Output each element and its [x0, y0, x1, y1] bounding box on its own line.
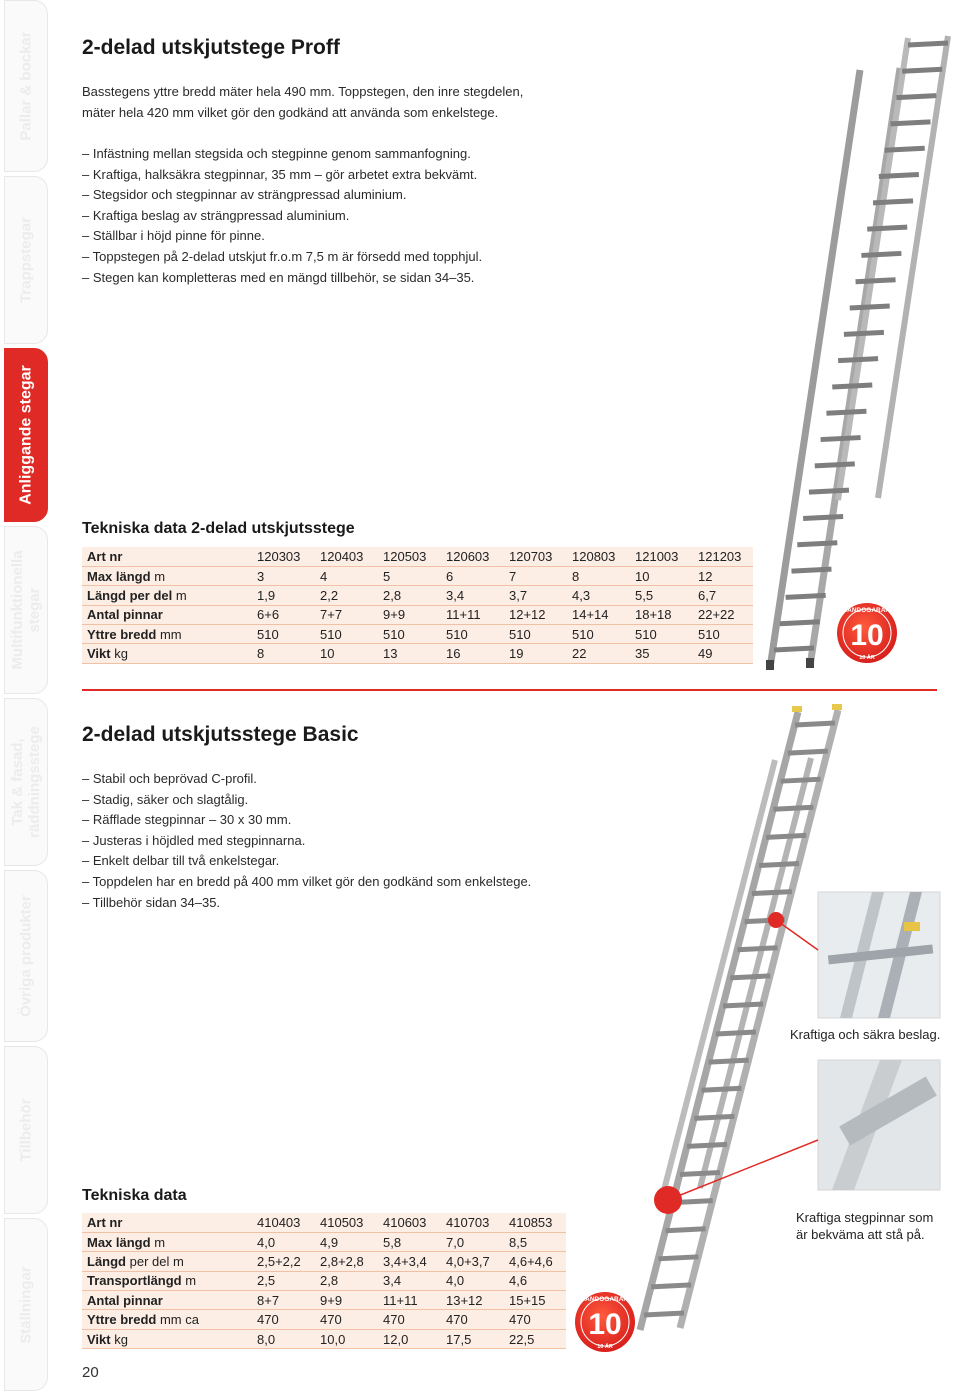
table-cell: 7 — [504, 566, 567, 585]
table-cell: 22,5 — [504, 1329, 566, 1348]
table-cell: 12+12 — [504, 605, 567, 624]
proff-table-title: Tekniska data 2-delad utskjutsstege — [82, 520, 355, 537]
list-item: – Ställbar i höjd pinne för pinne. — [82, 228, 265, 244]
list-item: – Toppstegen på 2-delad utskjut fr.o.m 7,5 m är försedd med topphjul. — [82, 248, 483, 264]
table-cell: 3,4 — [441, 586, 504, 605]
table-cell: 470 — [441, 1310, 504, 1329]
list-item: – Kraftiga, halksäkra stegpinnar, 35 mm – gör arbetet extra bekvämt. — [82, 166, 478, 182]
table-cell: 4,6 — [504, 1271, 566, 1290]
table-row — [82, 1252, 566, 1271]
ladder-rung — [896, 96, 936, 98]
row-label-unit: kg — [110, 1331, 128, 1347]
ladder-rung — [867, 227, 907, 229]
row-label — [82, 547, 252, 566]
ladder-rung — [786, 595, 826, 597]
table-cell: 3,4+3,4 — [378, 1252, 441, 1271]
table-row — [82, 644, 753, 663]
ladder-rung — [687, 1144, 727, 1146]
tab-label-line-1: Tak & fasad, — [9, 738, 26, 826]
table-cell: 5,5 — [630, 586, 693, 605]
ladder-rung — [730, 976, 770, 978]
proff-feature-list — [82, 144, 482, 288]
table-row — [82, 1271, 566, 1290]
row-label-name: Antal pinnar — [87, 1292, 163, 1308]
list-item: – Justeras i höjdled med stegpinnarna. — [82, 832, 306, 848]
ladder-rung — [797, 543, 837, 545]
row-label-unit: m — [150, 568, 166, 584]
table-cell: 4 — [315, 566, 378, 585]
table-cell: 7,0 — [441, 1232, 504, 1251]
table-cell: 3,4 — [378, 1271, 441, 1290]
table-cell: 121003 — [630, 547, 693, 566]
row-label — [82, 1232, 252, 1251]
ladder-rung — [780, 622, 820, 624]
ladder-rung — [680, 1173, 720, 1175]
ladder-rung — [815, 464, 855, 466]
table-cell: 470 — [315, 1310, 378, 1329]
row-label-name: Yttre bredd — [87, 1312, 157, 1328]
table-cell: 120703 — [504, 547, 567, 566]
ladder-rung — [838, 359, 878, 361]
table-cell: 510 — [441, 625, 504, 644]
row-label-unit: m — [181, 1273, 197, 1289]
page-number: 20 — [82, 1364, 99, 1381]
detail-photo-brackets — [768, 892, 940, 1018]
table-cell: 4,3 — [567, 586, 630, 605]
caption-rungs-line-2: är bekväma att stå på. — [796, 1227, 925, 1242]
table-cell: 3,7 — [504, 586, 567, 605]
table-cell: 9+9 — [315, 1291, 378, 1310]
ladder-rung — [873, 201, 913, 203]
ladder-rung — [856, 280, 896, 282]
table-cell: 13+12 — [441, 1291, 504, 1310]
callout-marker-icon — [768, 912, 784, 928]
ladder-rung — [809, 490, 849, 492]
row-label-unit: m — [150, 1234, 166, 1250]
table-row — [82, 566, 753, 585]
ladder-rung — [716, 1032, 756, 1034]
table-cell: 18+18 — [630, 605, 693, 624]
row-label-name: Yttre bredd — [87, 626, 157, 642]
row-label — [82, 1271, 252, 1290]
table-cell: 4,0+3,7 — [441, 1252, 504, 1271]
row-label-name: Vikt — [87, 646, 111, 662]
table-row — [82, 1213, 566, 1232]
tab-label-line-1: Multifunktionella — [9, 550, 26, 670]
table-cell: 120403 — [315, 547, 378, 566]
table-row — [82, 1310, 566, 1329]
table-cell: 2,5+2,2 — [252, 1252, 315, 1271]
row-label — [82, 1291, 252, 1310]
callout-marker-icon — [654, 1186, 682, 1214]
table-cell: 510 — [693, 625, 753, 644]
table-cell: 22 — [567, 644, 630, 663]
table-cell: 12 — [693, 566, 753, 585]
table-cell: 35 — [630, 644, 693, 663]
table-cell: 1,9 — [252, 586, 315, 605]
table-cell: 510 — [630, 625, 693, 644]
ladder-rung — [774, 648, 814, 650]
ladder-rung — [766, 835, 806, 837]
table-cell: 16 — [441, 644, 504, 663]
table-cell: 8 — [252, 644, 315, 663]
detail-photo-rungs — [654, 1060, 940, 1214]
table-cell: 13 — [378, 644, 441, 663]
ladder-rung — [759, 863, 799, 865]
table-cell: 5,8 — [378, 1232, 441, 1251]
tab-label: Pallar & bockar — [17, 31, 35, 141]
row-label — [82, 605, 252, 624]
list-item: – Enkelt delbar till två enkelstegar. — [82, 853, 280, 869]
list-item: – Räfflade stegpinnar – 30 x 30 mm. — [82, 812, 292, 828]
table-cell: 4,9 — [315, 1232, 378, 1251]
ladder-rung — [879, 175, 919, 177]
tab-label: Övriga produkter — [17, 895, 35, 1017]
table-row — [82, 605, 753, 624]
ladder-rung — [902, 69, 942, 71]
table-row — [82, 1329, 566, 1348]
table-cell: 17,5 — [441, 1329, 504, 1348]
row-label — [82, 644, 252, 663]
ladder-rung — [832, 385, 872, 387]
table-cell: 470 — [252, 1310, 315, 1329]
table-cell: 3 — [252, 566, 315, 585]
badge-years-label: 10 ÅR — [859, 655, 875, 661]
row-label — [82, 625, 252, 644]
tab-label-line-2: räddningsstege — [26, 726, 43, 838]
table-cell: 10 — [630, 566, 693, 585]
proff-intro-line-2: mäter hela 420 mm vilket gör den godkänd att använda som enkelstege. — [82, 104, 499, 120]
row-label-unit: per del m — [126, 1253, 184, 1269]
table-row — [82, 1232, 566, 1251]
row-label-name: Max längd — [87, 568, 151, 584]
row-label-name: Vikt — [87, 1331, 111, 1347]
table-cell: 4,0 — [441, 1271, 504, 1290]
row-label-unit: kg — [110, 646, 128, 662]
ladder-rung — [908, 43, 948, 45]
table-cell: 6,7 — [693, 586, 753, 605]
section-divider — [82, 689, 937, 691]
tab-label: Trappstegar — [17, 217, 35, 303]
row-label-name: Antal pinnar — [87, 607, 163, 623]
ladder-rung — [781, 779, 821, 781]
table-cell: 2,8 — [315, 1271, 378, 1290]
tab-label-line-2: stegar — [26, 587, 43, 633]
row-label-unit: mm — [156, 626, 182, 642]
ladder-rung — [694, 1116, 734, 1118]
row-label-name: Max längd — [87, 1234, 151, 1250]
caption-brackets: Kraftiga och säkra beslag. — [790, 1027, 941, 1042]
table-cell: 5 — [378, 566, 441, 585]
table-cell: 121203 — [693, 547, 753, 566]
ladder-rung — [788, 751, 828, 753]
ladder-rung — [803, 516, 843, 518]
ladder-rung — [737, 948, 777, 950]
list-item: – Infästning mellan stegsida och stegpinne genom sammanfogning. — [82, 146, 471, 161]
table-cell: 49 — [693, 644, 753, 663]
table-cell: 22+22 — [693, 605, 753, 624]
ladder-rung — [795, 723, 835, 725]
proff-ladder-image — [766, 36, 948, 670]
table-cell: 8,0 — [252, 1329, 315, 1348]
row-label — [82, 586, 252, 605]
row-label-unit: mm ca — [156, 1312, 199, 1328]
row-label — [82, 1329, 252, 1348]
list-item: – Tillbehör sidan 34–35. — [82, 894, 221, 910]
row-label-unit: m — [172, 587, 187, 603]
table-cell: 7+7 — [315, 605, 378, 624]
ladder-rung — [651, 1285, 691, 1287]
ladder-rung — [791, 569, 831, 571]
table-cell: 510 — [504, 625, 567, 644]
ladder-rung — [773, 807, 813, 809]
proff-intro-line-1: Basstegens yttre bredd mäter hela 490 mm. Toppstegen, den inre stegdelen, — [82, 84, 524, 99]
table-cell: 6 — [441, 566, 504, 585]
list-item: – Kraftiga beslag av strängpressad aluminium. — [82, 207, 350, 223]
table-cell: 410503 — [315, 1213, 378, 1232]
caption-rungs — [796, 1209, 933, 1243]
row-label — [82, 1213, 252, 1232]
tab-label: Tillbehör — [17, 1098, 35, 1162]
table-cell: 4,6+4,6 — [504, 1252, 566, 1271]
table-cell: 510 — [378, 625, 441, 644]
table-cell: 8+7 — [252, 1291, 315, 1310]
table-cell: 14+14 — [567, 605, 630, 624]
list-item: – Stabil och beprövad C-profil. — [82, 771, 257, 786]
ladder-rung — [658, 1257, 698, 1259]
table-cell: 510 — [567, 625, 630, 644]
basic-feature-list — [82, 769, 531, 913]
table-cell: 4,0 — [252, 1232, 315, 1251]
table-cell: 120603 — [441, 547, 504, 566]
table-cell: 120503 — [378, 547, 441, 566]
table-cell: 410703 — [441, 1213, 504, 1232]
badge-text: SCANDOGARANTI — [576, 1296, 634, 1303]
proff-spec-table — [82, 547, 753, 664]
table-cell: 2,8+2,8 — [315, 1252, 378, 1271]
list-item: – Stegsidor och stegpinnar av strängpressad aluminium. — [82, 187, 407, 203]
table-cell: 510 — [252, 625, 315, 644]
table-cell: 12,0 — [378, 1329, 441, 1348]
proff-title: 2-delad utskjutstege Proff — [82, 36, 340, 59]
tab-label: Anliggande stegar — [17, 365, 35, 505]
table-cell: 6+6 — [252, 605, 315, 624]
caption-rungs-line-1: Kraftiga stegpinnar som — [796, 1210, 934, 1225]
table-row — [82, 547, 753, 566]
table-row — [82, 1291, 566, 1310]
ladder-rung — [850, 306, 890, 308]
ladder-rung — [723, 1004, 763, 1006]
basic-spec-table — [82, 1213, 566, 1349]
table-cell: 470 — [504, 1310, 566, 1329]
table-cell: 19 — [504, 644, 567, 663]
badge-years: 10 — [588, 1308, 622, 1341]
table-cell: 15+15 — [504, 1291, 566, 1310]
row-label-name: Art nr — [87, 1214, 123, 1230]
ladder-rung — [821, 438, 861, 440]
badge-years: 10 — [850, 619, 884, 652]
row-label — [82, 566, 252, 585]
table-cell: 11+11 — [378, 1291, 441, 1310]
list-item: – Stegen kan kompletteras med en mängd tillbehör, se sidan 34–35. — [82, 269, 475, 285]
table-cell: 8 — [567, 566, 630, 585]
list-item: – Stadig, säker och slagtålig. — [82, 791, 249, 807]
row-label — [82, 1252, 252, 1271]
table-cell: 410603 — [378, 1213, 441, 1232]
table-cell: 10 — [315, 644, 378, 663]
table-cell: 470 — [378, 1310, 441, 1329]
table-cell: 2,8 — [378, 586, 441, 605]
ladder-rung — [844, 332, 884, 334]
scandogaranti-badge-icon — [837, 603, 897, 663]
row-label-name: Längd per del — [87, 587, 173, 603]
table-row — [82, 625, 753, 644]
table-cell: 120303 — [252, 547, 315, 566]
table-cell: 2,5 — [252, 1271, 315, 1290]
row-label-name: Art nr — [87, 548, 123, 564]
scandogaranti-badge-icon — [575, 1292, 635, 1352]
ladder-rung — [644, 1313, 684, 1315]
table-cell: 11+11 — [441, 605, 504, 624]
badge-text: SCANDOGARANTI — [838, 607, 896, 614]
row-label — [82, 1310, 252, 1329]
ladder-rung — [666, 1229, 706, 1231]
proff-intro — [82, 82, 523, 123]
ladder-rung — [709, 1060, 749, 1062]
table-cell: 120803 — [567, 547, 630, 566]
row-label-name: Transportlängd — [87, 1273, 182, 1289]
table-cell: 410403 — [252, 1213, 315, 1232]
ladder-rung — [826, 411, 866, 413]
ladder-rung — [702, 1088, 742, 1090]
table-cell: 9+9 — [378, 605, 441, 624]
table-cell: 510 — [315, 625, 378, 644]
badge-years-label: 10 ÅR — [597, 1344, 613, 1350]
ladder-rung — [861, 253, 901, 255]
table-cell: 10,0 — [315, 1329, 378, 1348]
ladder-rung — [891, 122, 931, 124]
basic-title: 2-delad utskjutsstege Basic — [82, 723, 359, 746]
list-item: – Toppdelen har en bredd på 400 mm vilket gör den godkänd som enkelstege. — [82, 873, 532, 889]
table-cell: 410853 — [504, 1213, 566, 1232]
table-cell: 2,2 — [315, 586, 378, 605]
table-row — [82, 586, 753, 605]
tab-label: Ställningar — [17, 1265, 35, 1344]
row-label-name: Längd — [87, 1253, 126, 1269]
table-cell: 8,5 — [504, 1232, 566, 1251]
ladder-rung — [885, 148, 925, 150]
basic-table-title: Tekniska data — [82, 1187, 187, 1204]
ladder-rung — [752, 892, 792, 894]
